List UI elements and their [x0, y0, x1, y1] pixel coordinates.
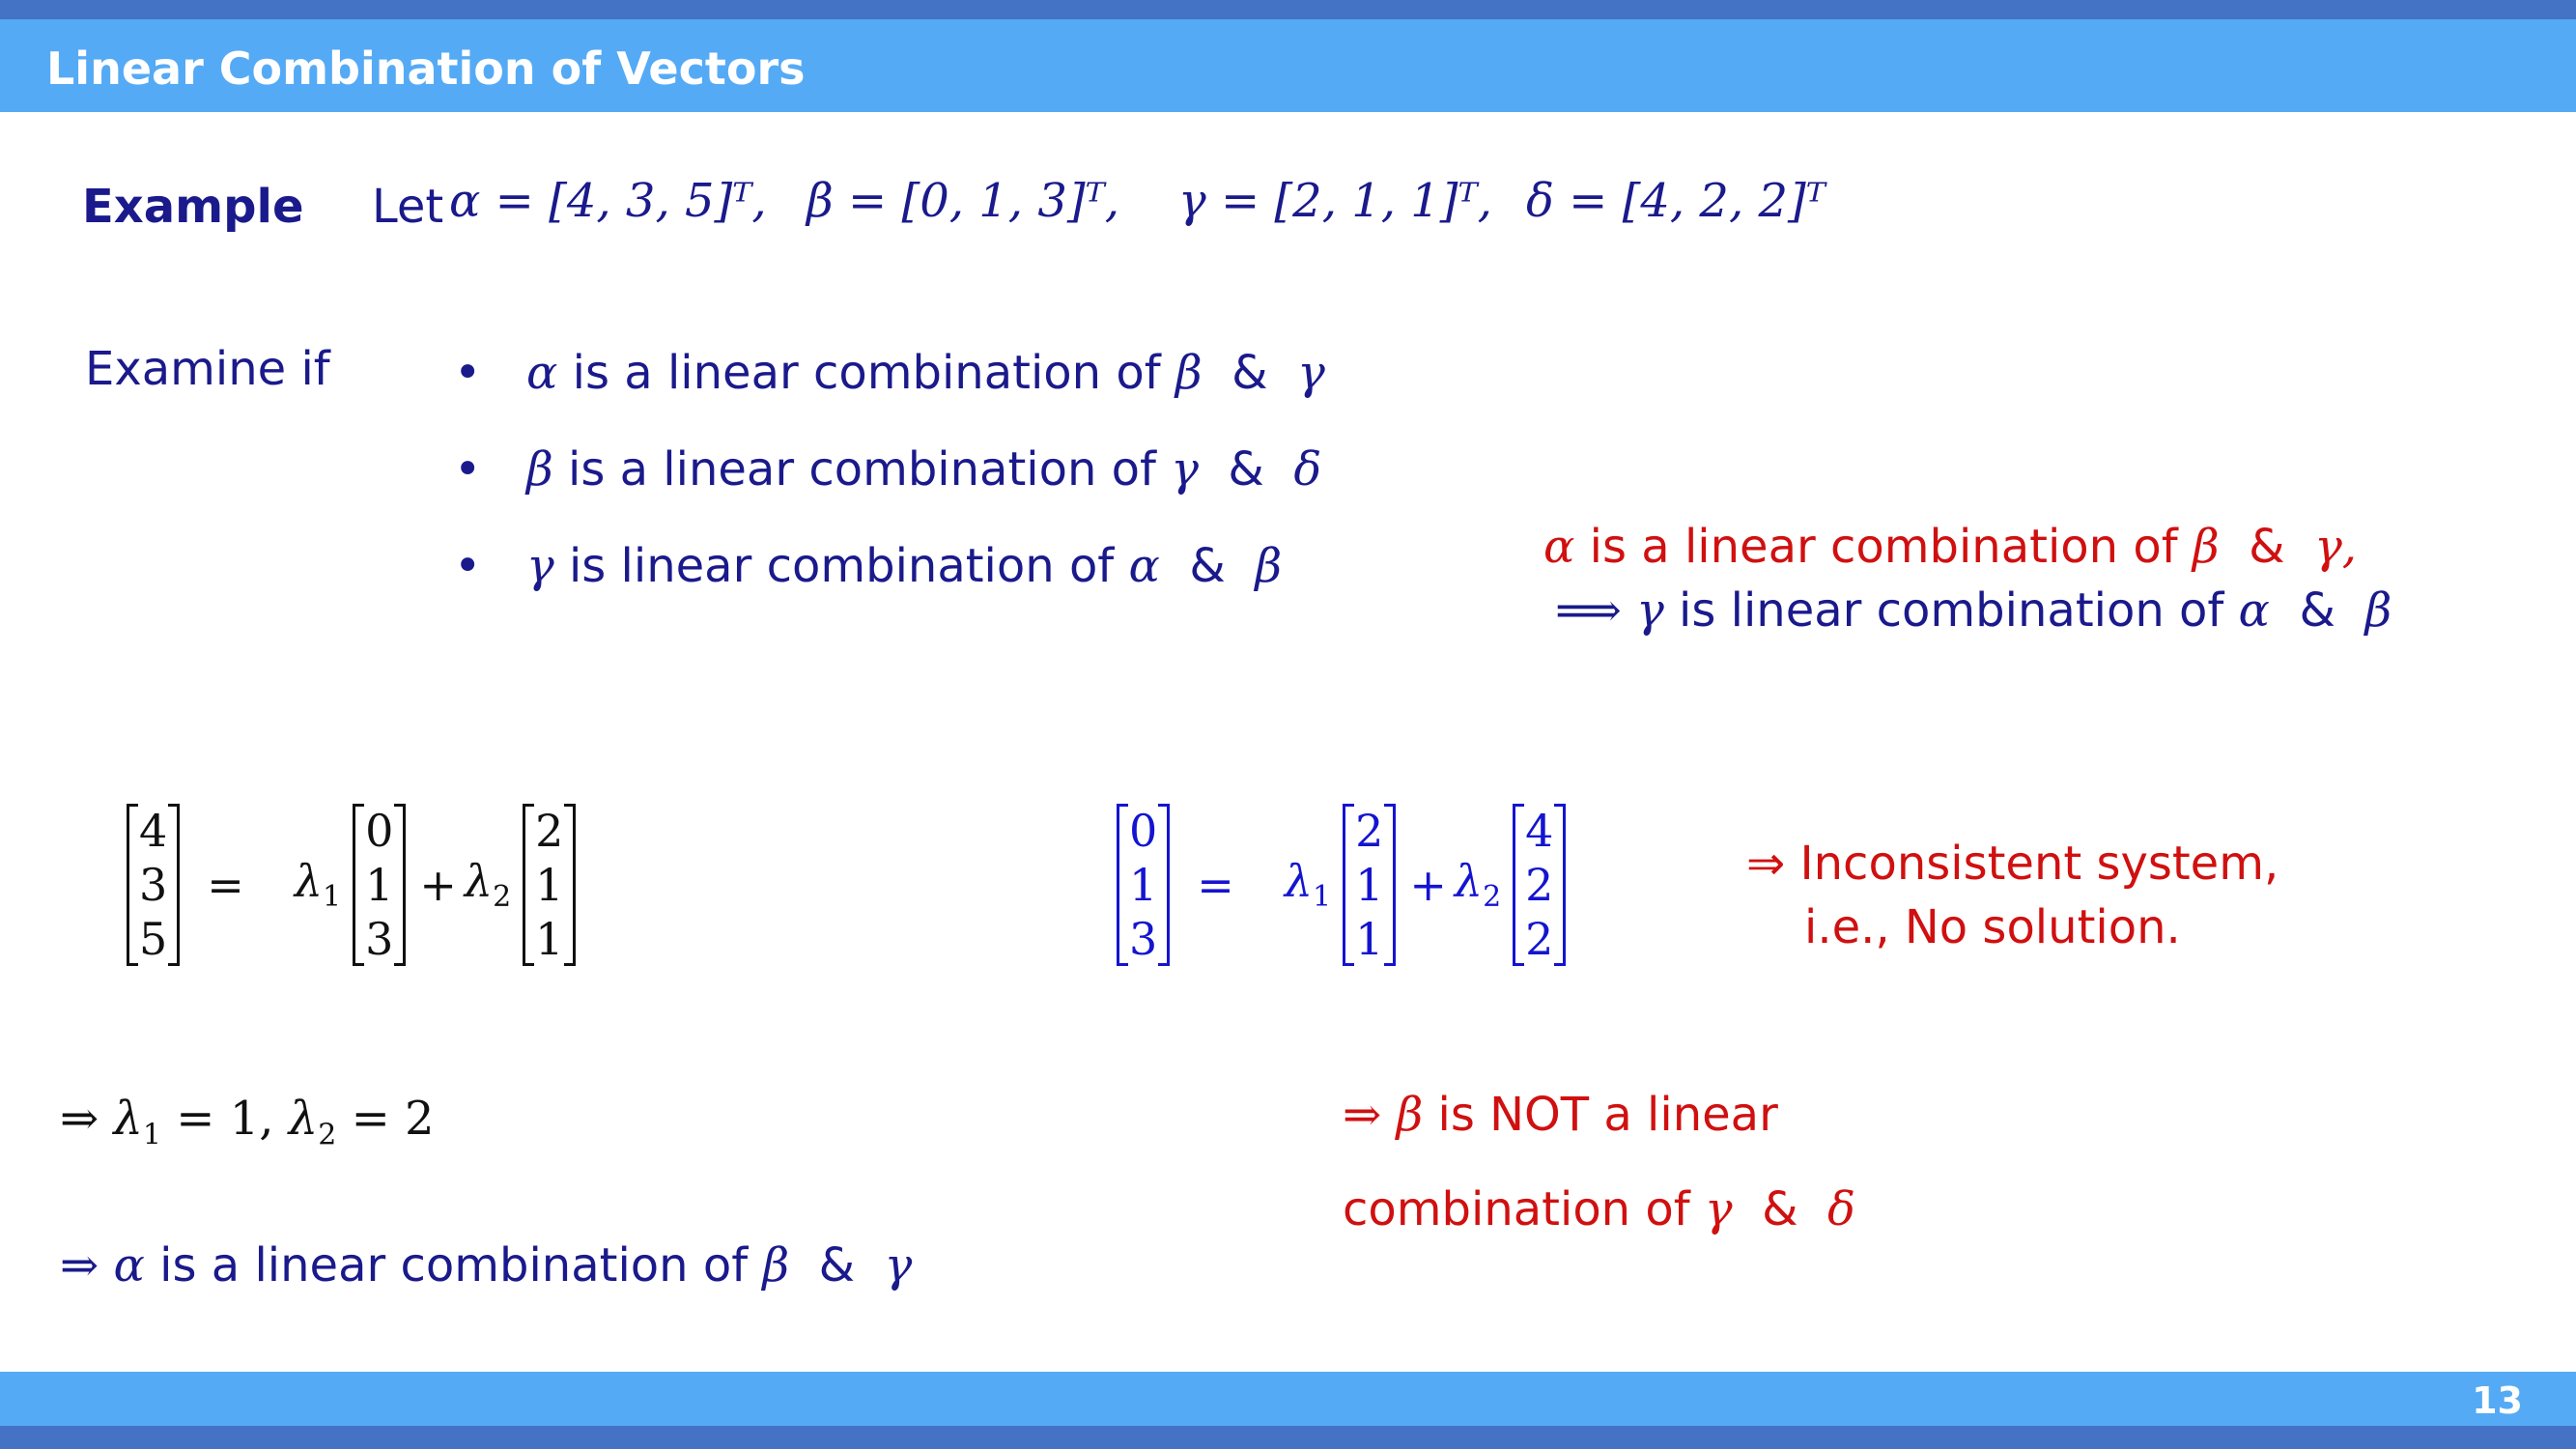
- eq2-lhs-vector: 0 1 3: [1117, 804, 1170, 966]
- alpha-conclusion: ⇒ α is a linear combination of β & γ: [60, 1238, 913, 1293]
- lambda-result: ⇒ $\lambda_1 = 1$, $\lambda_2 = 2$: [60, 1092, 435, 1152]
- bullet-icon: •: [454, 539, 482, 593]
- bullet-1: [454, 346, 481, 400]
- eq1-lhs-vector: 4 3 5: [127, 804, 180, 966]
- beta-definition: β = [0, 1, 3]ᵀ,: [807, 174, 1119, 228]
- inconsistent-line-1: ⇒ Inconsistent system,: [1746, 837, 2279, 891]
- example-let: Let: [372, 180, 444, 234]
- example-label: Example: [82, 180, 304, 234]
- note-line-1: α is a linear combination of β & γ,: [1543, 520, 2358, 574]
- bullet-3: [454, 539, 481, 593]
- gamma-definition: γ = [2, 1, 1]ᵀ,: [1178, 174, 1492, 228]
- examine-label: Examine if: [85, 342, 330, 396]
- beta-conclusion-line-1: ⇒ β is NOT a linear: [1343, 1088, 1778, 1142]
- beta-conclusion-line-2: combination of γ & δ: [1343, 1182, 1855, 1236]
- examine-item-3: γ is linear combination of α & β: [526, 539, 1283, 593]
- eq2-vector-2: 4 2 2: [1513, 804, 1566, 966]
- delta-definition: δ = [4, 2, 2]ᵀ: [1526, 174, 1826, 228]
- bullet-icon: •: [454, 442, 482, 497]
- bottom-accent-bar: [0, 1426, 2576, 1449]
- eq1-vector-2: 2 1 1: [523, 804, 576, 966]
- top-accent-bar: [0, 0, 2576, 19]
- equation-1: 4 3 5 = $\lambda_1$ 0 1 3 + $\lambda_2$ 2 1 1: [121, 804, 581, 966]
- bullet-icon: •: [454, 346, 482, 400]
- equation-2: 0 1 3 = $\lambda_1$ 2 1 1 + $\lambda_2$ 4 2 2: [1111, 804, 1571, 966]
- eq1-vector-1: 0 1 3: [353, 804, 406, 966]
- examine-item-2: β is a linear combination of γ & δ: [526, 442, 1322, 497]
- note-line-2: ⟹ γ is linear combination of α & β: [1555, 583, 2392, 638]
- examine-item-1: α is a linear combination of β & γ: [526, 346, 1325, 400]
- alpha-definition: α = [4, 3, 5]ᵀ,: [449, 174, 767, 228]
- eq2-vector-1: 2 1 1: [1343, 804, 1396, 966]
- inconsistent-line-2: i.e., No solution.: [1804, 900, 2181, 954]
- page-number: 13: [2472, 1379, 2523, 1422]
- slide-title: Linear Combination of Vectors: [46, 43, 806, 95]
- footer-bar: [0, 1372, 2576, 1426]
- bullet-2: [454, 442, 481, 497]
